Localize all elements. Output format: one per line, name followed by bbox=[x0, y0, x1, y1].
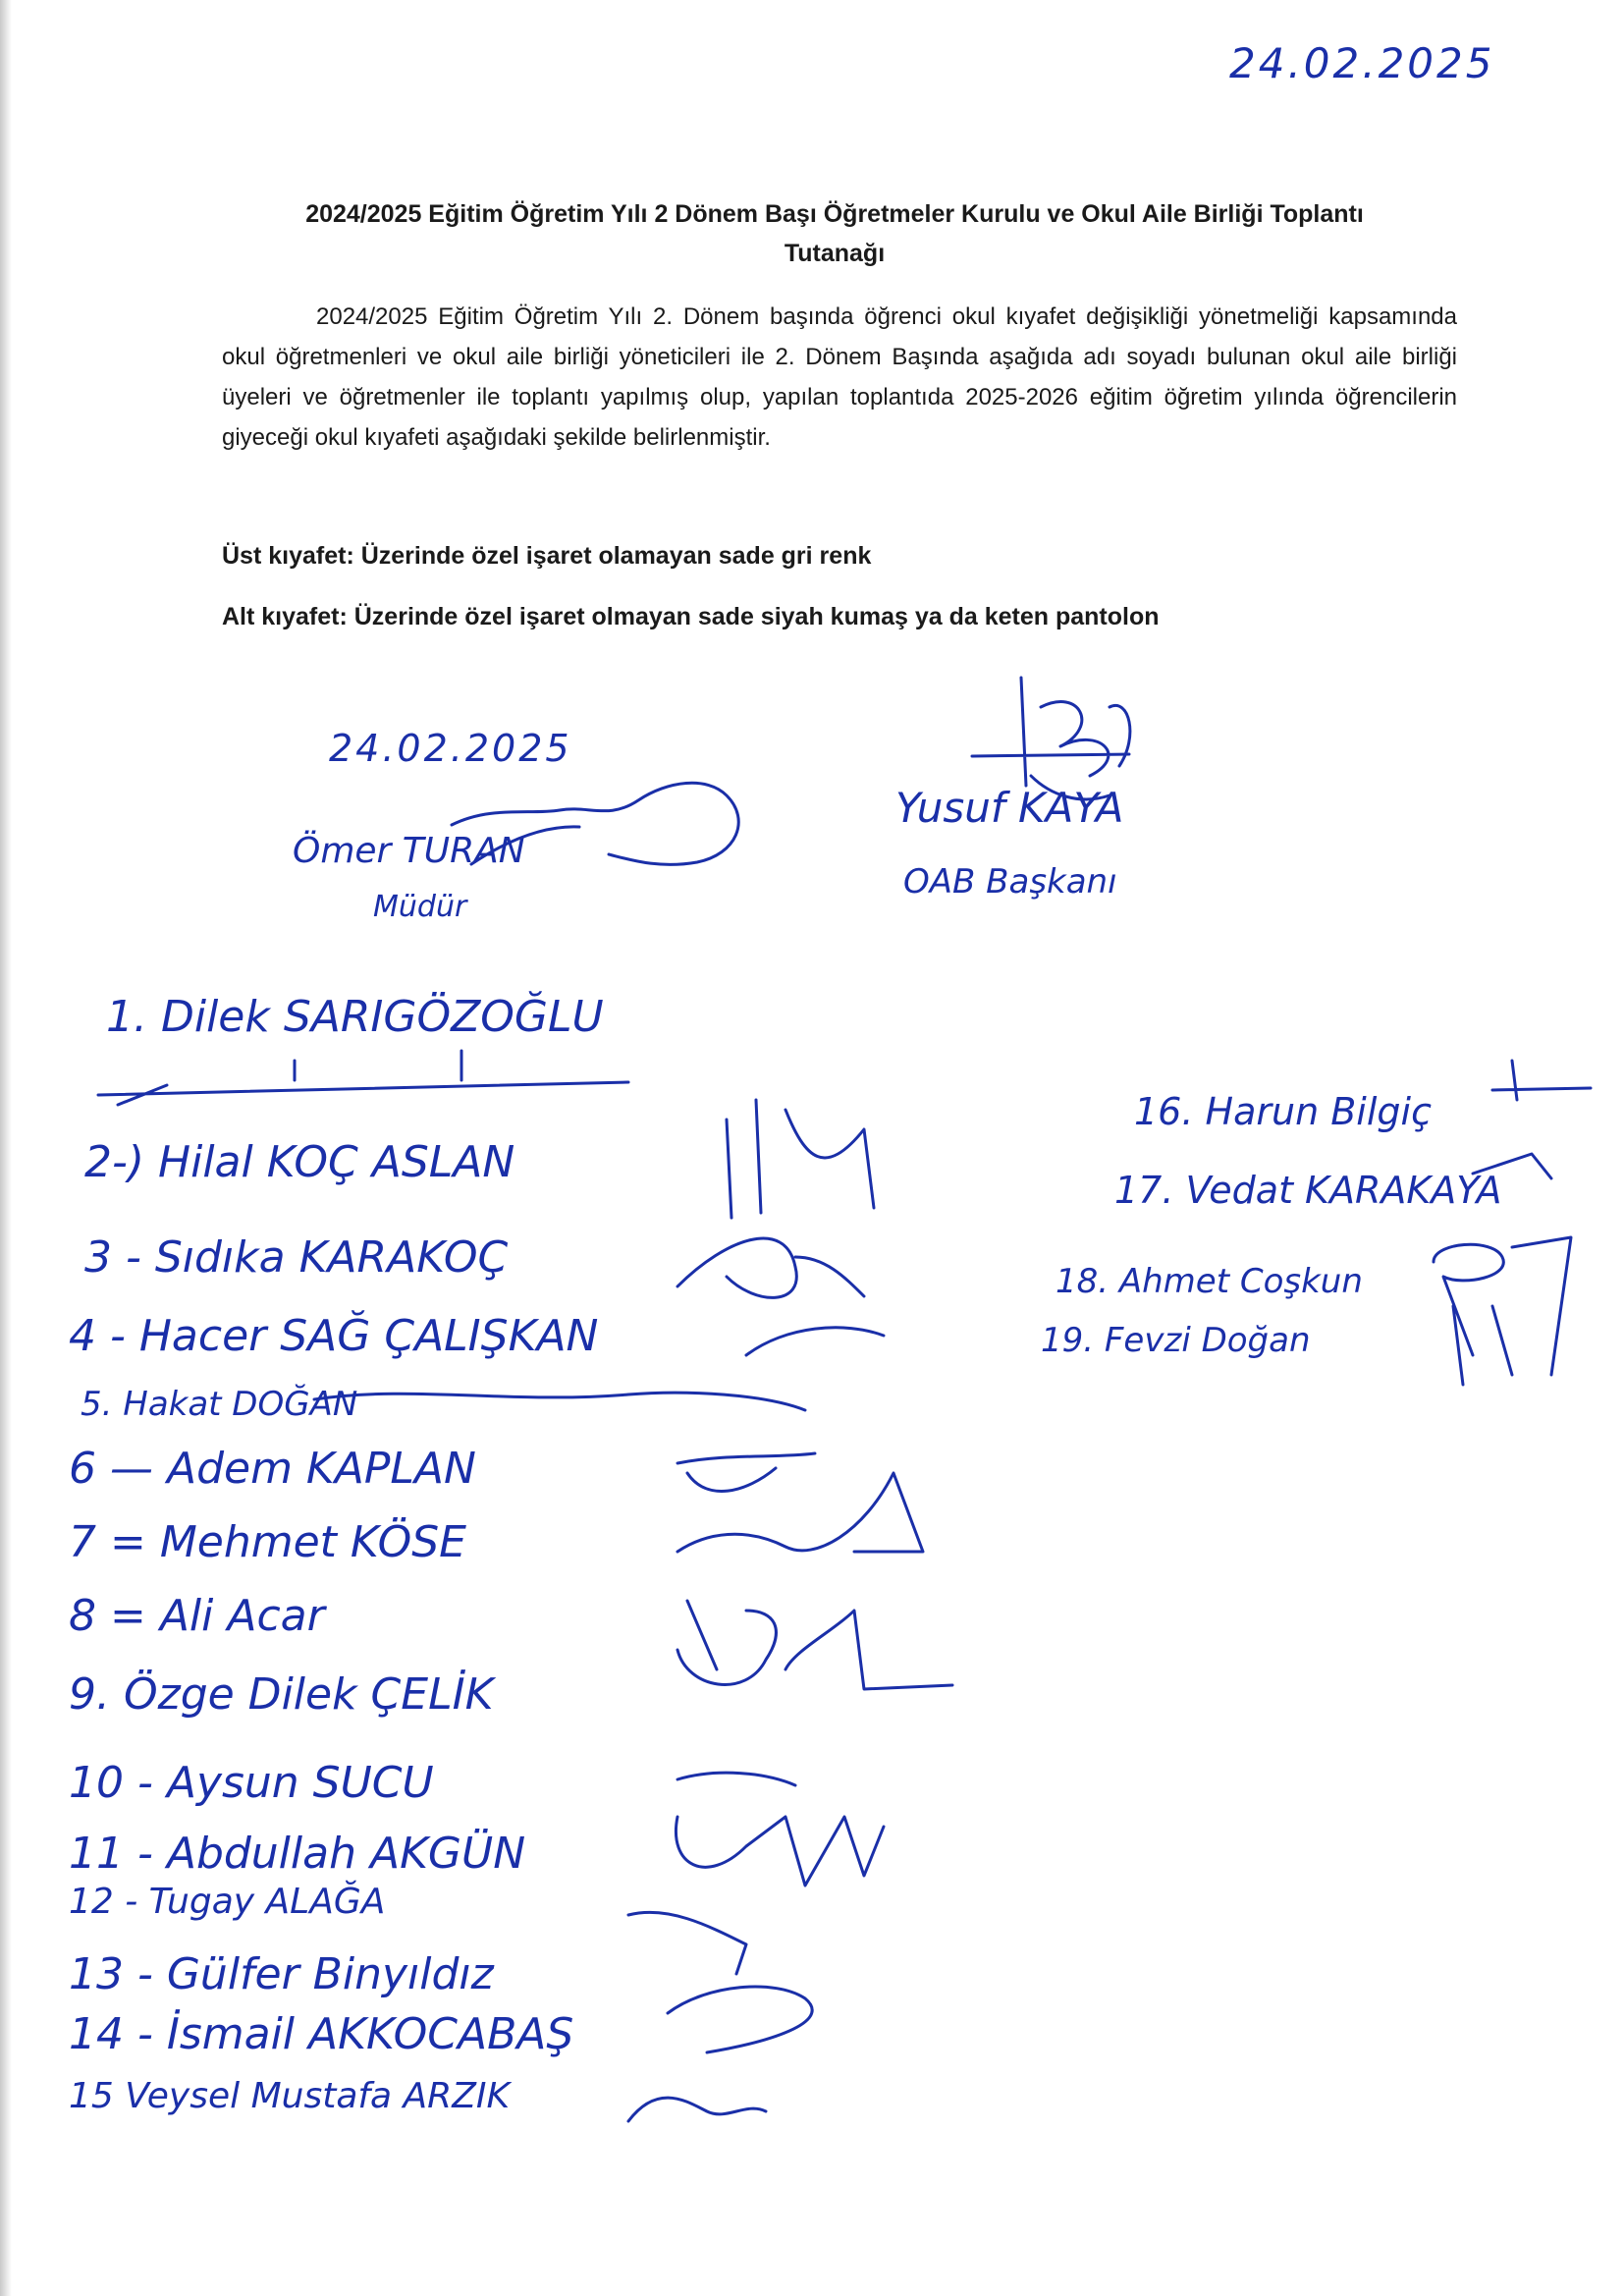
principal-name: Ömer TURAN bbox=[293, 831, 525, 871]
attendee-left-15: 15 Veysel Mustafa ARZIK bbox=[69, 2076, 511, 2116]
bottom-clothing-spec: Alt kıyafet: Üzerinde özel işaret olmayan sade siyah kumaş ya da keten pantolon bbox=[222, 603, 1160, 630]
document-title bbox=[216, 194, 1453, 273]
attendee-left-14: 14 - İsmail AKKOCABAŞ bbox=[69, 2009, 574, 2059]
title-line-2: Tutanağı bbox=[784, 240, 886, 267]
body-paragraph: 2024/2025 Eğitim Öğretim Yılı 2. Dönem başında öğrenci okul kıyafet değişikliği yönetmeliği kapsamında okul öğretmenleri ve okul aile birliği yöneticileri ile 2. Dönem Başında aşağıda adı soyadı bulunan okul aile birliği üyeleri ve öğretmenler ile toplantı yapılmış olup, yapılan toplantıda 2025-2026 eğitim öğretim yılında öğrencilerin giyeceği okul kıyafeti aşağıdaki şekilde belirlenmiştir. bbox=[222, 303, 1457, 451]
scan-page-edge bbox=[0, 0, 12, 2296]
attendee-left-2: 2-) Hilal KOÇ ASLAN bbox=[84, 1137, 515, 1187]
attendee-right-16: 16. Harun Bilgiç bbox=[1134, 1090, 1432, 1133]
oab-role: OAB Başkanı bbox=[903, 862, 1117, 902]
attendee-left-8: 8 = Ali Acar bbox=[69, 1591, 325, 1641]
attendee-left-13: 13 - Gülfer Binyıldız bbox=[69, 1949, 494, 1999]
attendee-left-11: 11 - Abdullah AKGÜN bbox=[69, 1829, 526, 1879]
oab-signature bbox=[933, 668, 1168, 825]
attendee-left-5: 5. Hakat DOĞAN bbox=[81, 1385, 358, 1424]
attendee-left-6: 6 — Adem KAPLAN bbox=[69, 1444, 476, 1494]
oab-name: Yusuf KAYA bbox=[895, 784, 1124, 832]
attendee-left-9: 9. Özge Dilek ÇELİK bbox=[69, 1669, 494, 1720]
attendee-left-10: 10 - Aysun SUCU bbox=[69, 1758, 434, 1808]
attendee-right-18: 18. Ahmet Coşkun bbox=[1056, 1262, 1363, 1301]
attendee-left-3: 3 - Sıdıka KARAKOÇ bbox=[84, 1232, 509, 1283]
attendee-left-4: 4 - Hacer SAĞ ÇALIŞKAN bbox=[69, 1311, 599, 1361]
attendee-left-7: 7 = Mehmet KÖSE bbox=[69, 1517, 466, 1567]
principal-date: 24.02.2025 bbox=[329, 727, 572, 770]
top-clothing-spec: Üst kıyafet: Üzerinde özel işaret olamayan sade gri renk bbox=[222, 542, 872, 570]
attendee-right-17: 17. Vedat KARAKAYA bbox=[1114, 1169, 1502, 1212]
principal-signature bbox=[412, 766, 766, 884]
attendee-right-19: 19. Fevzi Doğan bbox=[1041, 1321, 1311, 1360]
principal-role: Müdür bbox=[373, 890, 467, 924]
attendee-left-1: 1. Dilek SARIGÖZOĞLU bbox=[106, 992, 604, 1042]
attendee-left-12: 12 - Tugay ALAĞA bbox=[69, 1882, 386, 1922]
title-line-1: 2024/2025 Eğitim Öğretim Yılı 2 Dönem Başı Öğretmeler Kurulu ve Okul Aile Birliği Toplantı bbox=[305, 200, 1364, 228]
handwritten-date-top: 24.02.2025 bbox=[1229, 39, 1495, 87]
